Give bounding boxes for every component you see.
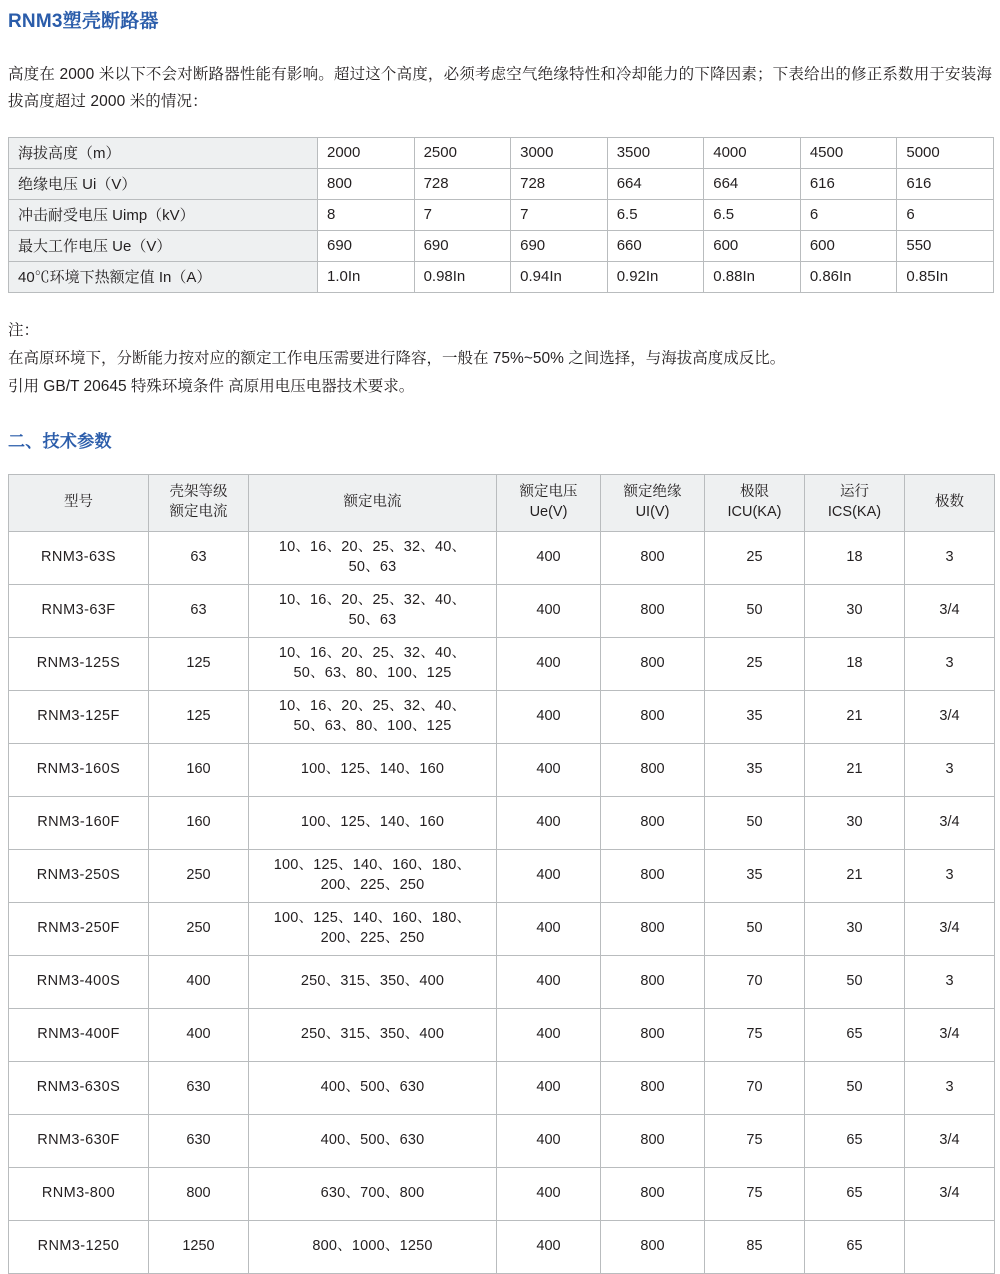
spec-cell-rated-currents-line: 50、63、80、100、125 [293,717,452,734]
spec-column-header-line: 额定电流 [343,493,402,510]
spec-cell-rated-voltage: 400 [497,849,601,902]
spec-cell-frame-rating: 63 [149,531,249,584]
spec-cell-insulation-voltage: 800 [601,849,705,902]
spec-column-header-line: 额定电压 [519,484,578,501]
spec-cell-rated-currents [249,1167,497,1220]
notes-block [8,317,992,401]
altitude-cell: 800 [318,168,415,199]
spec-cell-rated-voltage: 400 [497,796,601,849]
altitude-cell: 4000 [704,137,801,168]
altitude-cell: 7 [414,199,511,230]
altitude-cell: 550 [897,230,994,261]
spec-cell-rated-currents-line: 10、16、20、25、32、40、 [278,645,467,662]
spec-cell-model: RNM3-800 [9,1167,149,1220]
spec-cell-insulation-voltage: 800 [601,796,705,849]
altitude-cell: 6.5 [704,199,801,230]
spec-cell-insulation-voltage: 800 [601,1008,705,1061]
altitude-cell: 0.86In [800,261,897,292]
spec-cell-frame-rating: 400 [149,955,249,1008]
spec-cell-insulation-voltage: 800 [601,955,705,1008]
altitude-cell: 660 [607,230,704,261]
altitude-cell: 690 [414,230,511,261]
spec-cell-rated-currents-line: 200、225、250 [320,876,425,893]
spec-cell-frame-rating: 160 [149,743,249,796]
spec-column-header-line: Ue(V) [529,503,568,520]
table-row [9,1220,995,1273]
spec-cell-model: RNM3-63S [9,531,149,584]
table-row [9,230,994,261]
spec-cell-icu: 35 [705,743,805,796]
spec-cell-frame-rating: 400 [149,1008,249,1061]
table-row [9,955,995,1008]
spec-cell-ics: 65 [805,1114,905,1167]
spec-cell-icu: 50 [705,584,805,637]
altitude-row-label: 海拔高度（m） [9,137,318,168]
table-row [9,637,995,690]
altitude-cell: 0.98In [414,261,511,292]
table-row [9,199,994,230]
altitude-cell: 6 [800,199,897,230]
table-row [9,1061,995,1114]
spec-cell-poles: 3/4 [905,902,995,955]
note-line-1: 在高原环境下，分断能力按对应的额定工作电压需要进行降容，一般在 75%~50% 之间选择，与海拔高度成反比。 [8,349,786,367]
spec-table-head [9,474,995,531]
spec-cell-ics: 21 [805,849,905,902]
spec-cell-poles: 3 [905,531,995,584]
spec-cell-insulation-voltage: 800 [601,637,705,690]
spec-cell-model: RNM3-630F [9,1114,149,1167]
spec-cell-poles: 3/4 [905,1114,995,1167]
altitude-cell: 600 [800,230,897,261]
spec-cell-rated-currents [249,902,497,955]
altitude-cell: 3000 [511,137,608,168]
spec-cell-rated-currents [249,743,497,796]
spec-cell-rated-currents-line: 10、16、20、25、32、40、 [278,698,467,715]
spec-cell-ics: 65 [805,1008,905,1061]
spec-cell-insulation-voltage: 800 [601,531,705,584]
note-line-2: 引用 GB/T 20645 特殊环境条件 高原用电压电器技术要求。 [8,377,415,395]
spec-cell-rated-voltage: 400 [497,1061,601,1114]
altitude-correction-table [8,137,994,293]
spec-cell-ics: 65 [805,1220,905,1273]
spec-cell-insulation-voltage: 800 [601,1167,705,1220]
altitude-cell: 2500 [414,137,511,168]
spec-cell-icu: 35 [705,690,805,743]
spec-cell-rated-voltage: 400 [497,531,601,584]
spec-cell-ics: 21 [805,690,905,743]
spec-cell-icu: 70 [705,955,805,1008]
table-row [9,849,995,902]
spec-cell-rated-currents [249,637,497,690]
altitude-cell: 6 [897,199,994,230]
spec-cell-insulation-voltage: 800 [601,743,705,796]
spec-table-header-row [9,474,995,531]
spec-cell-frame-rating: 63 [149,584,249,637]
spec-cell-rated-voltage: 400 [497,743,601,796]
spec-cell-frame-rating: 250 [149,902,249,955]
spec-column-header-line: 额定绝缘 [623,484,682,501]
spec-cell-rated-voltage: 400 [497,1167,601,1220]
spec-column-header [705,474,805,531]
spec-cell-poles: 3 [905,637,995,690]
spec-cell-poles: 3/4 [905,796,995,849]
intro-paragraph: 高度在 2000 米以下不会对断路器性能有影响。超过这个高度，必须考虑空气绝缘特性和冷却能力的下降因素；下表给出的修正系数用于安装海拔高度超过 2000 米的情况： [8,65,992,110]
spec-column-header [601,474,705,531]
spec-cell-rated-currents [249,955,497,1008]
spec-cell-frame-rating: 630 [149,1114,249,1167]
spec-cell-poles: 3/4 [905,584,995,637]
spec-table-body [9,531,995,1273]
spec-cell-ics: 30 [805,796,905,849]
spec-cell-poles: 3 [905,955,995,1008]
spec-cell-model: RNM3-630S [9,1061,149,1114]
spec-column-header-line: UI(V) [635,503,670,520]
spec-cell-model: RNM3-250S [9,849,149,902]
section-title-technical-parameters: 二、技术参数 [8,431,112,451]
altitude-cell: 664 [607,168,704,199]
spec-cell-rated-voltage: 400 [497,1220,601,1273]
spec-column-header [249,474,497,531]
altitude-cell: 616 [897,168,994,199]
spec-cell-frame-rating: 1250 [149,1220,249,1273]
spec-cell-rated-currents-line: 200、225、250 [320,929,425,946]
altitude-cell: 0.94In [511,261,608,292]
spec-cell-ics: 21 [805,743,905,796]
spec-cell-model: RNM3-400S [9,955,149,1008]
spec-cell-frame-rating: 125 [149,690,249,743]
altitude-cell: 2000 [318,137,415,168]
spec-cell-rated-voltage: 400 [497,1008,601,1061]
table-row [9,261,994,292]
spec-column-header-line: 壳架等级 [169,484,228,501]
altitude-cell: 3500 [607,137,704,168]
spec-cell-rated-currents-line: 100、125、140、160、180、 [273,910,472,927]
spec-cell-icu: 50 [705,902,805,955]
table-row [9,690,995,743]
spec-cell-rated-currents [249,690,497,743]
spec-cell-rated-currents-line: 800、1000、1250 [312,1237,433,1254]
table-row [9,1167,995,1220]
altitude-cell: 690 [318,230,415,261]
spec-cell-rated-currents-line: 10、16、20、25、32、40、 [278,592,467,609]
spec-cell-rated-currents [249,584,497,637]
spec-column-header [497,474,601,531]
spec-cell-ics: 30 [805,584,905,637]
spec-column-header-line: ICS(KA) [827,503,882,520]
spec-cell-rated-currents [249,849,497,902]
spec-cell-rated-currents [249,796,497,849]
spec-cell-rated-currents [249,1220,497,1273]
spec-cell-rated-voltage: 400 [497,637,601,690]
spec-cell-rated-currents-line: 630、700、800 [320,1184,425,1201]
spec-cell-rated-currents-line: 100、125、140、160、180、 [273,857,472,874]
spec-cell-rated-currents-line: 250、315、350、400 [300,972,445,989]
spec-cell-model: RNM3-160S [9,743,149,796]
spec-cell-icu: 75 [705,1008,805,1061]
spec-column-header [905,474,995,531]
spec-cell-rated-voltage: 400 [497,1114,601,1167]
spec-cell-rated-currents-line: 400、500、630 [320,1078,425,1095]
note-label: 注： [8,321,40,339]
spec-cell-ics: 50 [805,955,905,1008]
spec-cell-icu: 70 [705,1061,805,1114]
spec-cell-rated-currents-line: 50、63 [348,611,397,628]
spec-cell-model: RNM3-125S [9,637,149,690]
altitude-cell: 5000 [897,137,994,168]
table-row [9,168,994,199]
spec-column-header-line: 极数 [935,493,964,510]
altitude-cell: 690 [511,230,608,261]
altitude-row-label: 最大工作电压 Ue（V） [9,230,318,261]
spec-cell-rated-voltage: 400 [497,584,601,637]
spec-cell-ics: 65 [805,1167,905,1220]
altitude-cell: 4500 [800,137,897,168]
spec-cell-poles: 3/4 [905,1167,995,1220]
spec-column-header [9,474,149,531]
spec-cell-rated-currents-line: 50、63、80、100、125 [293,664,452,681]
technical-parameters-table [8,474,995,1274]
spec-cell-rated-currents-line: 100、125、140、160 [300,813,445,830]
altitude-row-label: 40℃环境下热额定值 In（A） [9,261,318,292]
spec-cell-rated-currents [249,1061,497,1114]
spec-column-header [805,474,905,531]
table-row [9,1008,995,1061]
table-row [9,796,995,849]
table-row [9,902,995,955]
spec-column-header-line: 极限 [740,484,769,501]
spec-cell-ics: 50 [805,1061,905,1114]
spec-cell-rated-currents-line: 100、125、140、160 [300,760,445,777]
spec-cell-icu: 25 [705,637,805,690]
spec-cell-ics: 18 [805,531,905,584]
spec-cell-insulation-voltage: 800 [601,902,705,955]
spec-cell-rated-currents-line: 50、63 [348,558,397,575]
altitude-cell: 664 [704,168,801,199]
spec-cell-poles [905,1220,995,1273]
spec-cell-insulation-voltage: 800 [601,1220,705,1273]
table-row [9,584,995,637]
altitude-cell: 728 [414,168,511,199]
spec-cell-ics: 18 [805,637,905,690]
page-title: RNM3塑壳断路器 [8,11,159,32]
spec-cell-insulation-voltage: 800 [601,690,705,743]
spec-cell-rated-currents [249,1008,497,1061]
spec-column-header-line: 额定电流 [169,503,228,520]
spec-cell-icu: 75 [705,1114,805,1167]
spec-cell-frame-rating: 250 [149,849,249,902]
spec-cell-model: RNM3-250F [9,902,149,955]
spec-cell-insulation-voltage: 800 [601,1061,705,1114]
spec-column-header-line: 运行 [840,484,869,501]
spec-cell-frame-rating: 630 [149,1061,249,1114]
altitude-cell: 0.88In [704,261,801,292]
spec-cell-model: RNM3-1250 [9,1220,149,1273]
spec-cell-poles: 3 [905,743,995,796]
spec-cell-rated-voltage: 400 [497,955,601,1008]
altitude-cell: 600 [704,230,801,261]
spec-cell-frame-rating: 160 [149,796,249,849]
spec-cell-insulation-voltage: 800 [601,1114,705,1167]
spec-cell-icu: 85 [705,1220,805,1273]
altitude-cell: 728 [511,168,608,199]
spec-cell-insulation-voltage: 800 [601,584,705,637]
spec-cell-icu: 25 [705,531,805,584]
altitude-table-body [9,137,994,292]
altitude-cell: 0.85In [897,261,994,292]
table-row [9,137,994,168]
spec-cell-icu: 75 [705,1167,805,1220]
spec-cell-rated-currents-line: 10、16、20、25、32、40、 [278,539,467,556]
altitude-cell: 616 [800,168,897,199]
spec-column-header-line: ICU(KA) [727,503,782,520]
spec-cell-poles: 3 [905,849,995,902]
altitude-row-label: 绝缘电压 Ui（V） [9,168,318,199]
spec-cell-model: RNM3-125F [9,690,149,743]
spec-cell-poles: 3 [905,1061,995,1114]
spec-cell-rated-currents [249,1114,497,1167]
spec-cell-model: RNM3-400F [9,1008,149,1061]
spec-cell-frame-rating: 800 [149,1167,249,1220]
spec-cell-poles: 3/4 [905,1008,995,1061]
spec-cell-rated-voltage: 400 [497,690,601,743]
spec-cell-ics: 30 [805,902,905,955]
spec-cell-rated-voltage: 400 [497,902,601,955]
table-row [9,531,995,584]
spec-cell-icu: 50 [705,796,805,849]
altitude-row-label: 冲击耐受电压 Uimp（kV） [9,199,318,230]
table-row [9,743,995,796]
spec-cell-rated-currents-line: 250、315、350、400 [300,1025,445,1042]
altitude-cell: 7 [511,199,608,230]
altitude-cell: 0.92In [607,261,704,292]
spec-cell-frame-rating: 125 [149,637,249,690]
spec-column-header-line: 型号 [64,493,93,510]
spec-cell-icu: 35 [705,849,805,902]
altitude-cell: 8 [318,199,415,230]
spec-column-header [149,474,249,531]
spec-cell-rated-currents-line: 400、500、630 [320,1131,425,1148]
spec-cell-model: RNM3-160F [9,796,149,849]
altitude-cell: 1.0In [318,261,415,292]
spec-cell-rated-currents [249,531,497,584]
spec-cell-poles: 3/4 [905,690,995,743]
table-row [9,1114,995,1167]
altitude-cell: 6.5 [607,199,704,230]
spec-cell-model: RNM3-63F [9,584,149,637]
